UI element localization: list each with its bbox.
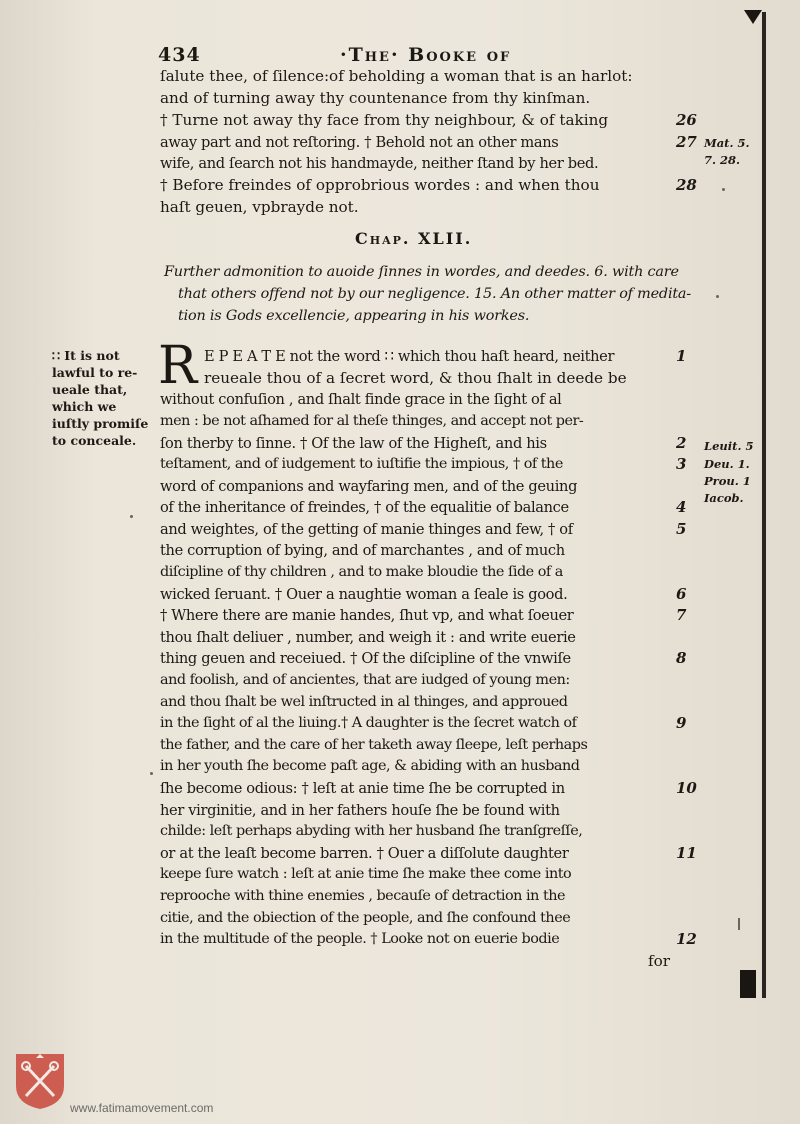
- text-line: her virginitie, and in her fathers houſe ſhe be found with: [160, 802, 560, 819]
- text-line: away part and not reſtoring. † Behold not an other mans: [160, 134, 559, 151]
- margin-reference: Deu. 1.: [704, 457, 750, 471]
- text-line: and weightes, of the getting of manie thinges and few, † of: [160, 521, 573, 538]
- text-line: ſhe become odious: † leſt at anie time ſhe be corrupted in: [160, 780, 565, 797]
- margin-note-line: ueale that,: [52, 382, 128, 397]
- text-line: ſon therby to ſinne. † Of the law of the Higheſt, and his: [160, 435, 547, 452]
- ink-speck: [738, 918, 740, 930]
- text-line: reprooche with thine enemies , becauſe of detraction in the: [160, 888, 566, 904]
- margin-note-line: to conceale.: [52, 433, 137, 448]
- crossed-keys-logo-icon: [14, 1052, 66, 1110]
- watermark-url: www.fatimamovement.com: [70, 1101, 214, 1115]
- margin-reference: Leuit. 5: [704, 439, 754, 453]
- text-line: word of companions and wayfaring men, and of the geuing: [160, 478, 578, 495]
- text-line: haſt geuen, vpbrayde not.: [160, 198, 359, 216]
- rule-foot: [740, 970, 756, 998]
- margin-reference: Prou. 1: [704, 474, 751, 488]
- verse-number: 12: [676, 930, 697, 948]
- rule-arrow-icon: [744, 10, 762, 24]
- margin-note-line: lawful to re-: [52, 365, 138, 380]
- margin-reference: 7. 28.: [704, 153, 741, 167]
- ink-speck: [716, 295, 719, 298]
- text-line: E P E A T E not the word ∷ which thou haſt heard, neither: [204, 348, 615, 365]
- text-line: and thou ſhalt be wel inſtructed in al thinges, and approued: [160, 694, 568, 710]
- margin-note-line: iuſtly promiſe: [52, 416, 149, 431]
- chapter-summary-line: tion is Gods excellencie, appearing in his workes.: [178, 308, 530, 324]
- drop-cap: R: [158, 336, 198, 396]
- verse-number: 1: [676, 347, 687, 365]
- running-title: ·The· Booke of: [340, 44, 512, 66]
- left-margin-note: [52, 347, 156, 449]
- verse-number: 10: [676, 779, 697, 797]
- margin-reference: Iacob.: [704, 491, 744, 505]
- chapter-heading: Chap. XLII.: [355, 229, 473, 248]
- chapter-summary-line: that others offend not by our negligence. 15. An other matter of medita-: [178, 286, 691, 302]
- text-line: or at the leaſt become barren. † Ouer a diſſolute daughter: [160, 845, 569, 862]
- verse-number: 26: [676, 111, 697, 129]
- text-line: wicked ſeruant. † Ouer a naughtie woman a ſeale is good.: [160, 586, 568, 603]
- margin-reference: Mat. 5.: [704, 136, 750, 150]
- text-line: thou ſhalt deliuer , number, and weigh it : and write euerie: [160, 629, 576, 646]
- text-line: thing geuen and receiued. † Of the diſcipline of the vnwiſe: [160, 650, 571, 667]
- text-line: and of turning away thy countenance from thy kinſman.: [160, 89, 591, 107]
- text-line: teſtament, and of iudgement to iuſtifie the impious, † of the: [160, 456, 563, 472]
- text-line: in her youth ſhe become paſt age, & abiding with an husband: [160, 758, 580, 774]
- text-line: wife, and ſearch not his handmayde, neither ſtand by her bed.: [160, 155, 599, 172]
- verse-number: 9: [676, 714, 687, 732]
- catchword: for: [648, 952, 671, 970]
- verse-number: 27: [676, 133, 697, 151]
- verse-number: 3: [676, 455, 687, 473]
- verse-number: 4: [676, 498, 687, 516]
- ink-speck: [130, 515, 133, 518]
- text-line: in the multitude of the people. † Looke not on euerie bodie: [160, 931, 560, 947]
- verse-number: 2: [676, 434, 687, 452]
- text-line: keepe ſure watch : leſt at anie time ſhe make thee come into: [160, 866, 572, 882]
- text-line: and foolish, and of ancientes, that are iudged of young men:: [160, 672, 570, 688]
- text-line: of the inheritance of freindes, † of the equalitie of balance: [160, 499, 569, 516]
- text-line: ſalute thee, of ſilence:of beholding a woman that is an harlot:: [160, 67, 633, 85]
- verse-number: 7: [676, 606, 687, 624]
- verse-number: 8: [676, 649, 687, 667]
- margin-note-line: ∷ It is not: [52, 348, 120, 363]
- text-line: diſcipline of thy children , and to make bloudie the ſide of a: [160, 564, 563, 580]
- verse-number: 28: [676, 176, 697, 194]
- text-line: childe: leſt perhaps abyding with her husband ſhe tranſgreſſe,: [160, 823, 583, 839]
- text-line: citie, and the obiection of the people, and ſhe confound thee: [160, 910, 571, 926]
- verse-number: 5: [676, 520, 687, 538]
- text-line: † Where there are manie handes, ſhut vp, and what ſoeuer: [160, 607, 574, 624]
- text-line: † Before freindes of opprobrious wordes : and when thou: [160, 176, 600, 194]
- text-line: without confuſion , and ſhalt finde grace in the ſight of al: [160, 391, 562, 408]
- page-number: 434: [158, 44, 201, 66]
- text-line: in the ſight of al the liuing.† A daughter is the ſecret watch of: [160, 715, 577, 731]
- ink-speck: [722, 188, 725, 191]
- margin-note-line: which we: [52, 399, 117, 414]
- text-line: the father, and the care of her taketh away ſleepe, leſt perhaps: [160, 737, 588, 753]
- ink-speck: [150, 772, 153, 775]
- binding-rule: [762, 12, 766, 998]
- text-line: reueale thou of a ſecret word, & thou ſhalt in deede be: [204, 369, 627, 387]
- text-line: men : be not aſhamed for al theſe thinges, and accept not per-: [160, 413, 584, 429]
- text-line: † Turne not away thy face from thy neighbour, & of taking: [160, 111, 609, 129]
- chapter-summary-line: Further admonition to auoide ſinnes in wordes, and deedes. 6. with care: [164, 264, 679, 280]
- verse-number: 6: [676, 585, 687, 603]
- text-line: the corruption of bying, and of marchantes , and of much: [160, 542, 565, 559]
- verse-number: 11: [676, 844, 697, 862]
